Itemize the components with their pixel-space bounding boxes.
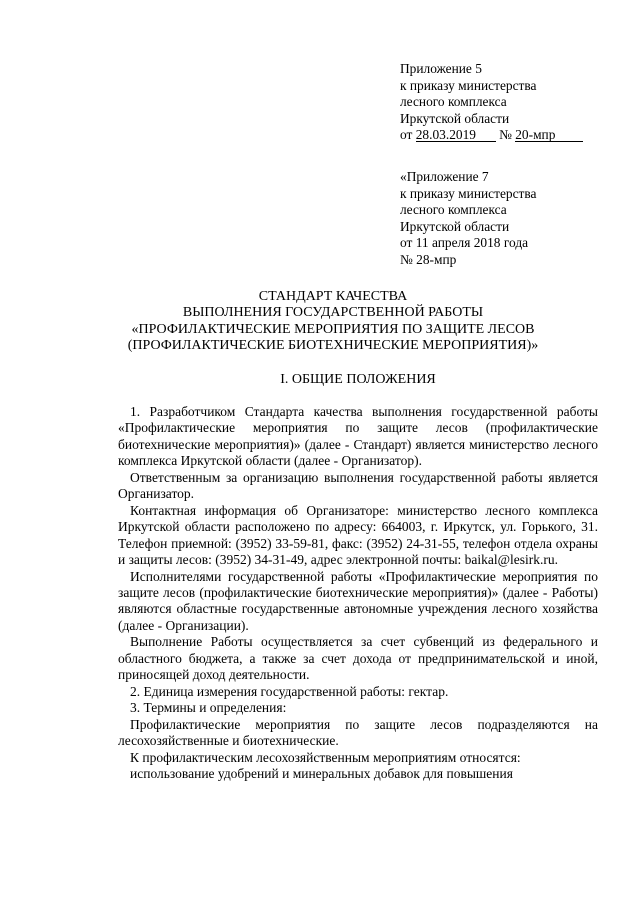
annex-current-line4: Иркутской области [400, 110, 510, 126]
paragraph: Профилактические мероприятия по защите лесов подразделяются на лесохозяйственные и биотехнические. [118, 716, 598, 749]
paragraph: 1. Разработчиком Стандарта качества выполнения государственной работы «Профилактические мероприятия по защите лесов (профилактические биотехнические мероприятия)» (далее - Стандарт) является министерство лесного комплекса Иркутской области (далее - Организатор). [118, 404, 598, 469]
annex-previous-line6: № 28-мпр [400, 251, 457, 267]
annex-current-line1: Приложение 5 [400, 61, 482, 76]
title-line4: (ПРОФИЛАКТИЧЕСКИЕ БИОТЕХНИЧЕСКИЕ МЕРОПРИЯТИЯ)» [127, 338, 539, 354]
annex-previous-line2: к приказу министерства [400, 185, 537, 201]
annex-current-line2: к приказу министерства [400, 77, 537, 93]
document-title [108, 289, 558, 355]
annex-previous-line3: лесного комплекса [400, 202, 507, 218]
annex-current-date-line [400, 127, 620, 144]
annex-current-line3: лесного комплекса [400, 94, 507, 110]
paragraph: К профилактическим лесохозяйственным мероприятиям относятся: [130, 749, 521, 765]
annex-current-header [400, 61, 620, 144]
title-line2: ВЫПОЛНЕНИЯ ГОСУДАРСТВЕННОЙ РАБОТЫ [182, 305, 484, 321]
annex-previous-line1: «Приложение 7 [400, 169, 489, 184]
document-body [118, 404, 598, 782]
paragraph: 3. Термины и определения: [130, 700, 287, 716]
paragraph: Выполнение Работы осуществляется за счет субвенций из федерального и областного бюджета, а также за счет дохода от предпринимательской и иной, приносящей доход деятельности. [118, 634, 598, 683]
paragraph: Исполнителями государственной работы «Профилактические мероприятия по защите лесов (профилактические биотехнические мероприятия)» (далее - Работы) являются областные государственные автономные учреждения лесного хозяйства (далее - Организации). [118, 568, 598, 633]
annex-number-value: 20-мпр [515, 128, 583, 142]
annex-previous-line4: Иркутской области [400, 218, 510, 234]
paragraph: использование удобрений и минеральных добавок для повышения [130, 765, 513, 781]
annex-date-prefix: от [400, 127, 413, 143]
annex-previous-header [400, 169, 620, 269]
paragraph: Ответственным за организацию выполнения государственной работы является Организатор. [118, 469, 598, 502]
title-line3: «ПРОФИЛАКТИЧЕСКИЕ МЕРОПРИЯТИЯ ПО ЗАЩИТЕ ЛЕСОВ [131, 321, 535, 337]
paragraph: 2. Единица измерения государственной работы: гектар. [130, 683, 449, 699]
annex-previous-line5: от 11 апреля 2018 года [400, 235, 529, 251]
section-heading: I. ОБЩИЕ ПОЛОЖЕНИЯ [280, 372, 436, 387]
paragraph: Контактная информация об Организаторе: министерство лесного комплекса Иркутской области расположено по адресу: 664003, г. Иркутск, ул. Горького, 31. Телефон приемной: (3952) 33-59-81, факс: (3952) 24-31-55, телефон отдела охраны и защиты лесов: (3952) 34-31-49, адрес электронной почты: baikal@lesirk.ru. [118, 502, 598, 568]
annex-date-value: 28.03.2019 [416, 128, 496, 142]
title-line1: СТАНДАРТ КАЧЕСТВА [258, 289, 408, 304]
annex-number-prefix: № [499, 127, 512, 143]
